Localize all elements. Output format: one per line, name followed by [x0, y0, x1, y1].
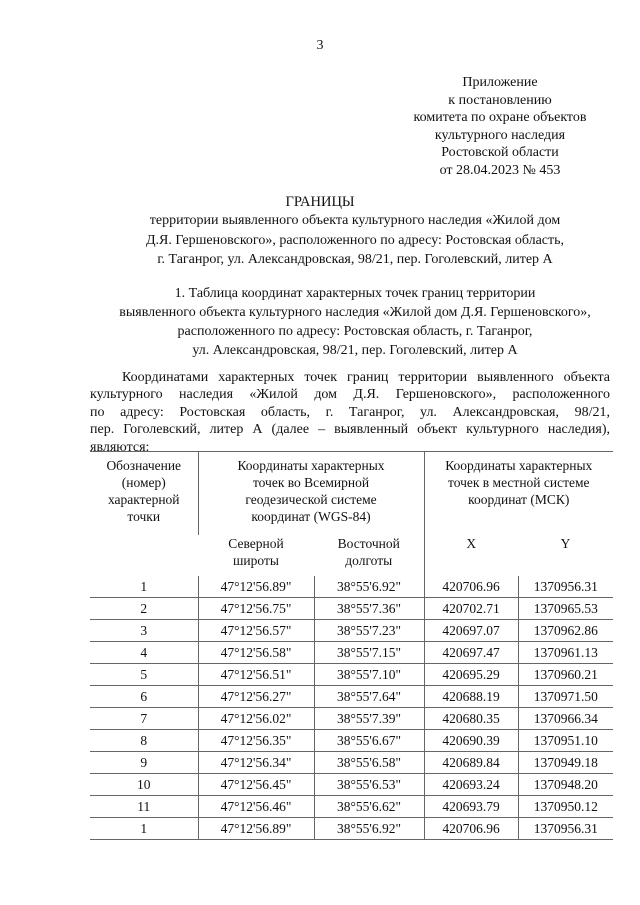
header-line: характерной — [107, 492, 180, 507]
table-row — [90, 598, 613, 620]
header-y — [518, 535, 613, 576]
table-row — [90, 576, 613, 598]
intro-line: являются: — [90, 439, 150, 455]
header-line: Y — [560, 536, 571, 551]
intro-line: культурного наследия «Жилой дом Д.Я. Гершеновского», расположенного — [90, 387, 610, 403]
subtitle-line: территории выявленного объекта культурного наследия «Жилой дом — [149, 213, 561, 228]
y-coordinate-cell: 1370961.13 — [518, 642, 613, 664]
longitude-cell: 38°55'7.10" — [314, 664, 424, 686]
point-number-cell: 10 — [90, 774, 198, 796]
intro-paragraph — [90, 369, 610, 456]
x-coordinate-cell: 420689.84 — [424, 752, 518, 774]
point-number-cell: 9 — [90, 752, 198, 774]
x-coordinate-cell: 420706.96 — [424, 576, 518, 598]
x-coordinate-cell: 420693.24 — [424, 774, 518, 796]
latitude-cell: 47°12'56.89" — [198, 576, 314, 598]
table-row — [90, 642, 613, 664]
point-number-cell: 1 — [140, 579, 148, 594]
table-caption — [90, 284, 620, 360]
x-coordinate-cell: 420693.79 — [424, 796, 518, 818]
appendix-block — [380, 74, 620, 180]
header-line: долготы — [345, 553, 393, 568]
header-wgs84-group — [198, 452, 424, 536]
x-coordinate-cell: 420690.39 — [424, 730, 518, 752]
x-coordinate-cell: 420697.47 — [424, 642, 518, 664]
header-line: координат (WGS-84) — [251, 509, 371, 524]
caption-line: расположенного по адресу: Ростовская область, г. Таганрог, — [177, 324, 533, 339]
longitude-cell: 38°55'6.67" — [314, 730, 424, 752]
caption-line: ул. Александровская, 98/21, пер. Гоголевский, литер А — [192, 343, 518, 358]
header-line: Координаты характерных — [445, 458, 593, 473]
y-coordinate-cell: 1370956.31 — [518, 576, 613, 598]
header-line: геодезической системе — [245, 492, 377, 507]
point-number-cell: 1 — [90, 818, 198, 840]
latitude-cell: 47°12'56.89" — [198, 818, 314, 840]
document-subtitle — [90, 211, 620, 270]
point-number-cell: 5 — [90, 664, 198, 686]
latitude-cell: 47°12'56.34" — [198, 752, 314, 774]
latitude-cell: 47°12'56.45" — [198, 774, 314, 796]
header-line: точек в местной системе — [447, 475, 590, 490]
y-coordinate-cell: 1370956.31 — [518, 818, 613, 840]
appendix-line: к постановлению — [448, 92, 552, 108]
y-coordinate-cell: 1370948.20 — [518, 774, 613, 796]
header-point-number — [90, 452, 198, 577]
intro-line: пер. Гоголевский, литер А (далее – выявленный объект культурного наследия), — [90, 422, 610, 438]
point-number-cell: 7 — [90, 708, 198, 730]
x-coordinate-cell: 420680.35 — [424, 708, 518, 730]
longitude-cell: 38°55'7.23" — [314, 620, 424, 642]
x-coordinate-cell: 420695.29 — [424, 664, 518, 686]
point-number-cell: 11 — [90, 796, 198, 818]
table-row — [90, 818, 613, 840]
y-coordinate-cell: 1370951.10 — [518, 730, 613, 752]
page-number: 3 — [316, 38, 324, 53]
header-line: точки — [127, 509, 161, 524]
x-coordinate-cell: 420688.19 — [424, 686, 518, 708]
header-longitude — [314, 535, 424, 576]
longitude-cell: 38°55'6.92" — [314, 576, 424, 598]
point-number-cell: 6 — [90, 686, 198, 708]
table-row — [90, 752, 613, 774]
header-line: Северной — [228, 536, 284, 551]
x-coordinate-cell: 420706.96 — [424, 818, 518, 840]
latitude-cell: 47°12'56.57" — [198, 620, 314, 642]
longitude-cell: 38°55'7.64" — [314, 686, 424, 708]
longitude-cell: 38°55'6.58" — [314, 752, 424, 774]
y-coordinate-cell: 1370949.18 — [518, 752, 613, 774]
table-row — [90, 686, 613, 708]
y-coordinate-cell: 1370971.50 — [518, 686, 613, 708]
header-line: Восточной — [337, 536, 400, 551]
longitude-cell: 38°55'7.36" — [314, 598, 424, 620]
longitude-cell: 38°55'7.39" — [314, 708, 424, 730]
header-line: X — [466, 536, 477, 551]
latitude-cell: 47°12'56.27" — [198, 686, 314, 708]
header-msk-group — [424, 452, 613, 536]
latitude-cell: 47°12'56.51" — [198, 664, 314, 686]
subtitle-line: Д.Я. Гершеновского», расположенного по адресу: Ростовская область, — [145, 232, 565, 248]
point-number-cell: 4 — [90, 642, 198, 664]
latitude-cell: 47°12'56.58" — [198, 642, 314, 664]
table-row — [90, 620, 613, 642]
longitude-cell: 38°55'6.53" — [314, 774, 424, 796]
point-number-cell: 2 — [90, 598, 198, 620]
appendix-line: от 28.04.2023 № 453 — [439, 162, 561, 178]
appendix-line: культурного наследия — [434, 127, 566, 143]
table-row — [90, 730, 613, 752]
y-coordinate-cell: 1370962.86 — [518, 620, 613, 642]
x-coordinate-cell: 420697.07 — [424, 620, 518, 642]
header-x — [424, 535, 518, 576]
latitude-cell: 47°12'56.75" — [198, 598, 314, 620]
header-line: Координаты характерных — [237, 458, 385, 473]
document-title: ГРАНИЦЫ — [285, 194, 355, 210]
point-number-cell: 8 — [90, 730, 198, 752]
latitude-cell: 47°12'56.35" — [198, 730, 314, 752]
header-latitude — [198, 535, 314, 576]
intro-line: по адресу: Ростовская область, г. Таганрог, ул. Александровская, 98/21, — [90, 404, 610, 420]
header-line: Обозначение — [106, 458, 182, 473]
table-row — [90, 708, 613, 730]
header-line: (номер) — [121, 475, 166, 490]
coordinates-table-body — [90, 576, 613, 840]
point-number-cell: 3 — [90, 620, 198, 642]
appendix-line: комитета по охране объектов — [413, 110, 587, 126]
caption-line: 1. Таблица координат характерных точек границ территории — [174, 286, 536, 301]
latitude-cell: 47°12'56.46" — [198, 796, 314, 818]
header-line: координат (МСК) — [468, 492, 570, 507]
y-coordinate-cell: 1370950.12 — [518, 796, 613, 818]
table-row — [90, 664, 613, 686]
y-coordinate-cell: 1370965.53 — [518, 598, 613, 620]
longitude-cell: 38°55'6.62" — [314, 796, 424, 818]
y-coordinate-cell: 1370966.34 — [518, 708, 613, 730]
coordinates-table — [90, 451, 613, 840]
intro-line: Координатами характерных точек границ территории выявленного объекта — [122, 370, 610, 385]
header-line: широты — [233, 553, 279, 568]
y-coordinate-cell: 1370960.21 — [518, 664, 613, 686]
subtitle-line: г. Таганрог, ул. Александровская, 98/21, пер. Гоголевский, литер А — [157, 252, 553, 267]
caption-line: выявленного объекта культурного наследия «Жилой дом Д.Я. Гершеновского», — [119, 305, 591, 320]
x-coordinate-cell: 420702.71 — [424, 598, 518, 620]
appendix-line: Ростовской области — [441, 145, 559, 161]
latitude-cell: 47°12'56.02" — [198, 708, 314, 730]
longitude-cell: 38°55'7.15" — [314, 642, 424, 664]
header-line: точек во Всемирной — [252, 475, 370, 490]
longitude-cell: 38°55'6.92" — [314, 818, 424, 840]
table-row — [90, 796, 613, 818]
appendix-line: Приложение — [462, 75, 538, 90]
table-row — [90, 774, 613, 796]
